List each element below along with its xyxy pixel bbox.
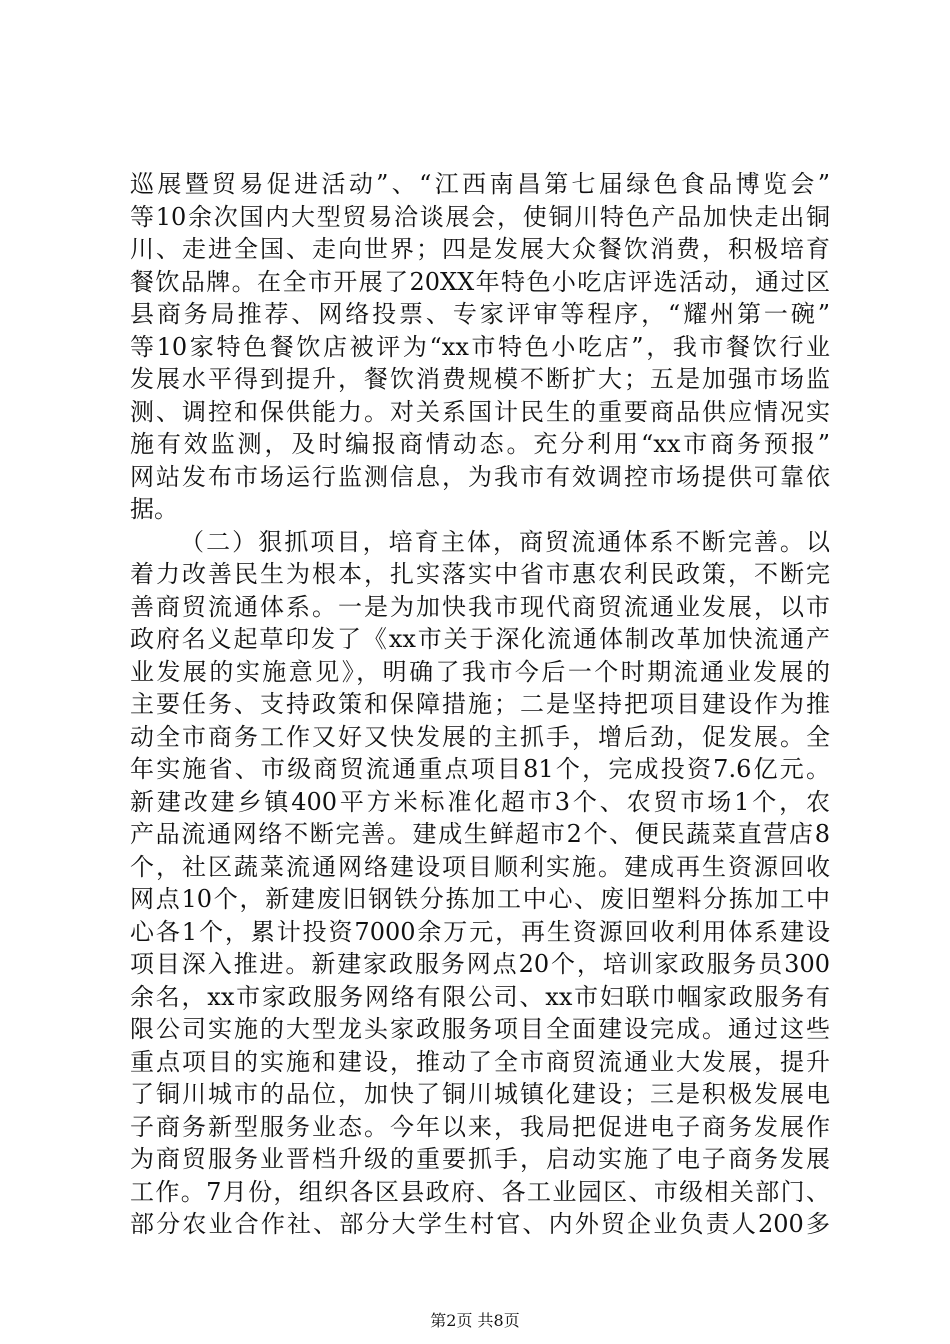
text-line: 着力改善民生为根本，扎实落实中省市惠农利民政策，不断完: [130, 560, 830, 588]
text-line: 巡展暨贸易促进活动”、“江西南昌第七届绿色食品博览会”: [130, 170, 830, 198]
text-line: 为商贸服务业晋档升级的重要抓手，启动实施了电子商务发展: [130, 1145, 830, 1173]
text-line: 个，社区蔬菜流通网络建设项目顺利实施。建成再生资源回收: [130, 852, 830, 881]
text-line: 网点10个，新建废旧钢铁分拣加工中心、废旧塑料分拣加工中: [130, 885, 830, 913]
text-line: 施有效监测，及时编报商情动态。充分利用“xx市商务预报”: [130, 430, 830, 458]
text-line: 子商务新型服务业态。今年以来，我局把促进电子商务发展作: [130, 1112, 830, 1141]
text-line: 等10余次国内大型贸易洽谈展会，使铜川特色产品加快走出铜: [130, 202, 830, 231]
text-line: 重点项目的实施和建设，推动了全市商贸流通业大发展，提升: [130, 1047, 830, 1076]
page-number-footer: 第2页 共8页: [430, 1311, 520, 1330]
text-line: 餐饮品牌。在全市开展了20XX年特色小吃店评选活动，通过区: [130, 267, 830, 296]
text-line: 心各1个，累计投资7000余万元，再生资源回收利用体系建设: [130, 917, 830, 946]
text-line: 动全市商务工作又好又快发展的主抓手，增后劲，促发展。全: [130, 722, 830, 751]
text-line: 县商务局推荐、网络投票、专家评审等程序，“耀州第一碗”: [130, 300, 830, 328]
text-line: 测、调控和保供能力。对关系国计民生的重要商品供应情况实: [130, 397, 830, 426]
text-line: 产品流通网络不断完善。建成生鲜超市2个、便民蔬菜直营店8: [130, 820, 830, 848]
text-line: 善商贸流通体系。一是为加快我市现代商贸流通业发展，以市: [130, 592, 830, 621]
text-line: 网站发布市场运行监测信息，为我市有效调控市场提供可靠依: [130, 462, 830, 491]
text-line: 年实施省、市级商贸流通重点项目81个，完成投资7.6亿元。: [130, 755, 830, 783]
text-line: 了铜川城市的品位，加快了铜川城镇化建设；三是积极发展电: [130, 1080, 830, 1108]
text-line: 限公司实施的大型龙头家政服务项目全面建设完成。通过这些: [130, 1015, 830, 1043]
text-line: 项目深入推进。新建家政服务网点20个，培训家政服务员300: [130, 950, 830, 978]
text-line: 政府名义起草印发了《xx市关于深化流通体制改革加快流通产: [130, 625, 830, 653]
text-line: 主要任务、支持政策和保障措施；二是坚持把项目建设作为推: [130, 690, 830, 718]
text-line: 业发展的实施意见》，明确了我市今后一个时期流通业发展的: [130, 657, 830, 686]
text-line-paragraph-end: 据。: [130, 495, 178, 523]
text-line: 工作。7月份，组织各区县政府、各工业园区、市级相关部门、: [130, 1177, 830, 1206]
text-line: 等10家特色餐饮店被评为“xx市特色小吃店”，我市餐饮行业: [130, 332, 830, 361]
text-line-section-heading: （二）狠抓项目，培育主体，商贸流通体系不断完善。以: [180, 527, 830, 556]
text-line: 川、走进全国、走向世界；四是发展大众餐饮消费，积极培育: [130, 235, 830, 263]
body-text: [130, 168, 830, 1241]
text-line: 发展水平得到提升，餐饮消费规模不断扩大；五是加强市场监: [130, 365, 830, 393]
text-line: 余名，xx市家政服务网络有限公司、xx市妇联巾帼家政服务有: [130, 982, 830, 1011]
text-line: 新建改建乡镇400平方米标准化超市3个、农贸市场1个，农: [130, 787, 830, 816]
text-line: 部分农业合作社、部分大学生村官、内外贸企业负责人200多: [130, 1210, 830, 1238]
